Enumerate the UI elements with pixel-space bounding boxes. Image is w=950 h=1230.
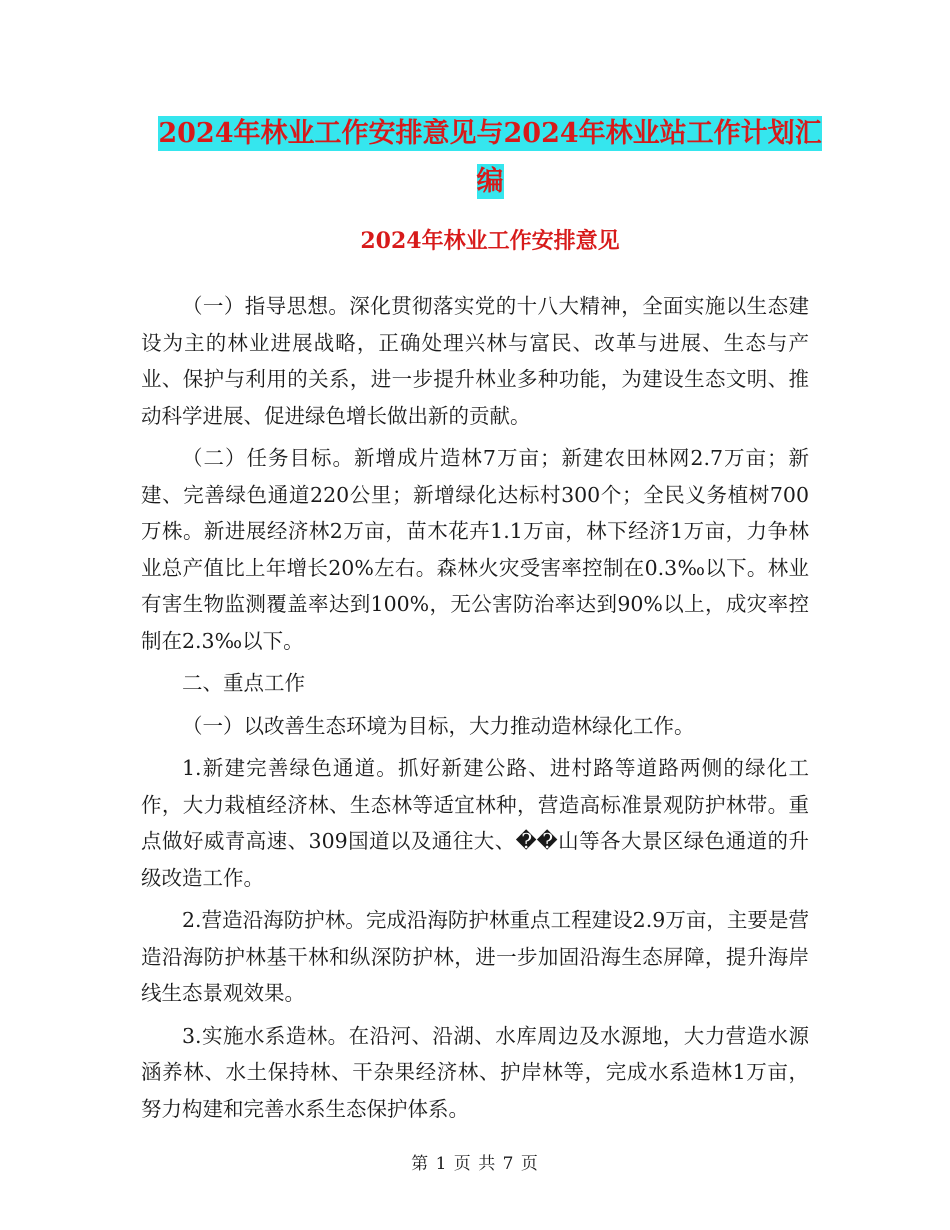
document-title-line1: 2024年林业工作安排意见与2024年林业站工作计划汇 [158, 118, 822, 149]
paragraph-water-system-forest: 3.实施水系造林。在沿河、沿湖、水库周边及水源地，大力营造水源涵养林、水土保持林、干杂果经济林、护岸林等，完成水系造林1万亩，努力构建和完善水系生态保护体系。 [141, 1023, 809, 1121]
section-heading: 2024年林业工作安排意见 [360, 228, 620, 254]
paragraph-task-goals: （二）任务目标。新增成片造林7万亩；新建农田林网2.7万亩；新建、完善绿色通道220公里；新增绿化达标村300个；全民义务植树700万株。新进展经济林2万亩，苗木花卉1.1万亩，林下经济1万亩，力争林业总产值比上年增长20%左右。森林火灾受害率控制在0.3‰以下。林业有害生物监测覆盖率达到100%，无公害防治率达到90%以上，成灾率控制在2.3‰以下。 [141, 446, 809, 653]
document-title [140, 110, 840, 206]
document-body [141, 288, 809, 1133]
paragraph-green-corridors: 1.新建完善绿色通道。抓好新建公路、进村路等道路两侧的绿化工作，大力栽植经济林、生态林等适宜林种，营造高标准景观防护林带。重点做好威青高速、309国道以及通往大、��山等各大景区绿色通道的升级改造工作。 [141, 756, 809, 890]
paragraph-key-work-heading: 二、重点工作 [182, 671, 305, 695]
document-title-line2: 编 [476, 166, 504, 197]
page-number-footer: 第 1 页 共 7 页 [411, 1154, 539, 1174]
paragraph-afforestation-heading: （一）以改善生态环境为目标，大力推动造林绿化工作。 [182, 713, 695, 738]
paragraph-coastal-forest: 2.营造沿海防护林。完成沿海防护林重点工程建设2.9万亩，主要是营造沿海防护林基干林和纵深防护林，进一步加固沿海生态屏障，提升海岸线生态景观效果。 [141, 908, 809, 1005]
paragraph-guiding-thought: （一）指导思想。深化贯彻落实党的十八大精神，全面实施以生态建设为主的林业进展战略，正确处理兴林与富民、改革与进展、生态与产业、保护与利用的关系，进一步提升林业多种功能，为建设生态文明、推动科学进展、促进绿色增长做出新的贡献。 [141, 294, 809, 428]
